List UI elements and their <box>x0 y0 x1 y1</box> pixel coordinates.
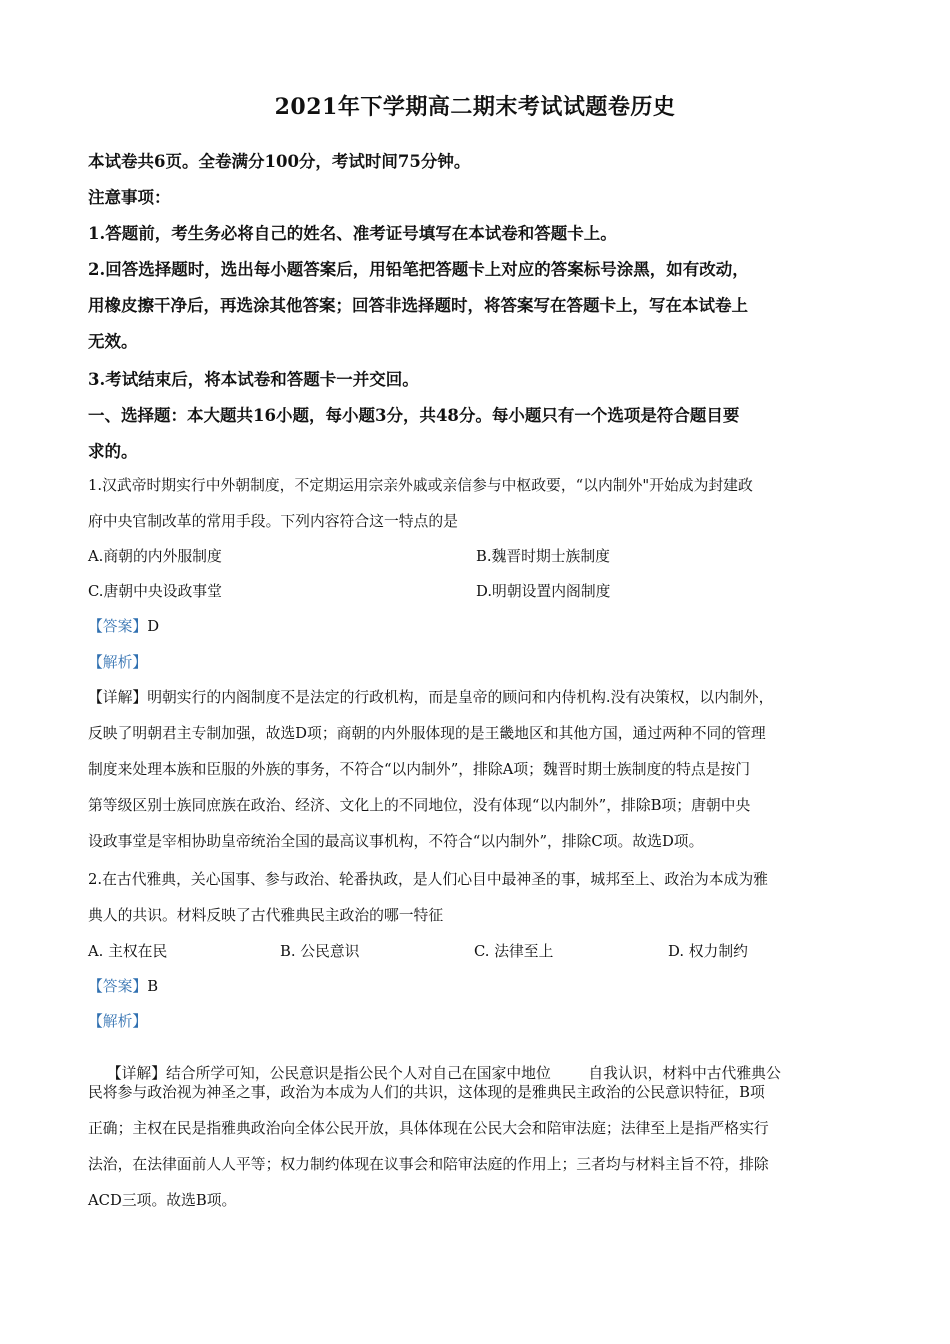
q2-detail-line-5: ACD三项。故选B项。 <box>88 1192 237 1209</box>
q1-option-c: C.唐朝中央设政事堂 <box>88 583 222 600</box>
q2-stem-line-1: 2.在古代雅典，关心国事、参与政治、轮番执政，是人们心目中最神圣的事，城邦至上、政治为本成为雅 <box>88 871 768 888</box>
q2-stem-line-2: 典人的共识。材料反映了古代雅典民主政治的哪一特征 <box>88 907 444 924</box>
q2-option-b: B. 公民意识 <box>280 943 360 960</box>
q2-answer-value: B <box>147 978 159 995</box>
q2-detail-tag: 【详解】 <box>106 1065 167 1082</box>
q2-detail-line-3: 正确；主权在民是指雅典政治向全体公民开放，具体体现在公民大会和陪审法庭；法律至上是指严格实行 <box>88 1120 769 1137</box>
q1-detail-line-1 <box>88 686 868 707</box>
q1-stem-line-2: 府中央官制改革的常用手段。下列内容符合这一特点的是 <box>88 513 458 530</box>
q1-detail-tag: 【详解】 <box>88 689 148 706</box>
q2-option-c: C. 法律至上 <box>474 943 554 960</box>
q2-detail-line-4: 法治，在法律面前人人平等；权力制约体现在议事会和陪审法庭的作用上；三者均与材料主旨不符，排除 <box>88 1156 769 1173</box>
note-2-line-1: 2.回答选择题时，选出每小题答案后，用铅笔把答题卡上对应的答案标号涂黑，如有改动， <box>88 260 749 279</box>
note-2-line-2: 用橡皮擦干净后，再选涂其他答案；回答非选择题时，将答案写在答题卡上，写在本试卷上 <box>88 296 748 315</box>
note-1: 1.答题前，考生务必将自己的姓名、准考证号填写在本试卷和答题卡上。 <box>88 224 617 243</box>
q1-answer-value: D <box>147 618 160 635</box>
q1-option-b: B.魏晋时期士族制度 <box>476 548 610 565</box>
page-title: 2021年下学期高二期末考试试题卷历史 <box>274 94 676 120</box>
q1-option-a: A.商朝的内外服制度 <box>88 548 222 565</box>
exam-intro: 本试卷共6页。全卷满分100分，考试时间75分钟。 <box>88 152 471 171</box>
notes-heading: 注意事项： <box>88 188 171 207</box>
note-3: 3.考试结束后，将本试卷和答题卡一并交回。 <box>88 370 419 389</box>
q2-answer <box>88 975 868 996</box>
q1-detail-line-5: 设政事堂是宰相协助皇帝统治全国的最高议事机构，不符合“以内制外”，排除C项。故选D项。 <box>88 833 704 850</box>
q2-analysis-tag: 【解析】 <box>88 1013 148 1030</box>
section-heading-line-2: 求的。 <box>88 442 138 461</box>
q1-answer-tag: 【答案】 <box>88 618 148 635</box>
q1-detail-line-3: 制度来处理本族和臣服的外族的事务，不符合“以内制外”，排除A项；魏晋时期士族制度的特点是按门 <box>88 761 751 778</box>
section-heading-line-1: 一、选择题：本大题共16小题，每小题3分，共48分。每小题只有一个选项是符合题目要 <box>88 406 740 425</box>
q1-stem-line-1: 1.汉武帝时期实行中外朝制度，不定期运用宗亲外戚或亲信参与中枢政要，“以内制外"开始成为封建政 <box>88 477 753 494</box>
q2-option-a: A. 主权在民 <box>88 943 168 960</box>
q1-answer <box>88 615 868 636</box>
q1-detail-text-1: 明朝实行的内阁制度不是法定的行政机构，而是皇帝的顾问和内侍机构.没有决策权，以内制外， <box>147 689 774 706</box>
q2-detail-line-2: 民将参与政治视为神圣之事，政治为本成为人们的共识，这体现的是雅典民主政治的公民意识特征，B项 <box>88 1084 765 1101</box>
q2-answer-tag: 【答案】 <box>88 978 148 995</box>
q1-detail-line-4: 第等级区别士族同庶族在政治、经济、文化上的不同地位，没有体现“以内制外”，排除B项；唐朝中央 <box>88 797 751 814</box>
q1-option-d: D.明朝设置内阁制度 <box>476 583 611 600</box>
note-2-line-3: 无效。 <box>88 332 138 351</box>
q1-detail-line-2: 反映了明朝君主专制加强，故选D项；商朝的内外服体现的是王畿地区和其他方国，通过两种不同的管理 <box>88 725 766 742</box>
q2-detail-text-1: 结合所学可知，公民意识是指公民个人对自己在国家中地位 自我认识，材料中古代雅典公 <box>166 1065 781 1082</box>
q2-option-d: D. 权力制约 <box>668 943 748 960</box>
q1-analysis-tag: 【解析】 <box>88 654 148 671</box>
